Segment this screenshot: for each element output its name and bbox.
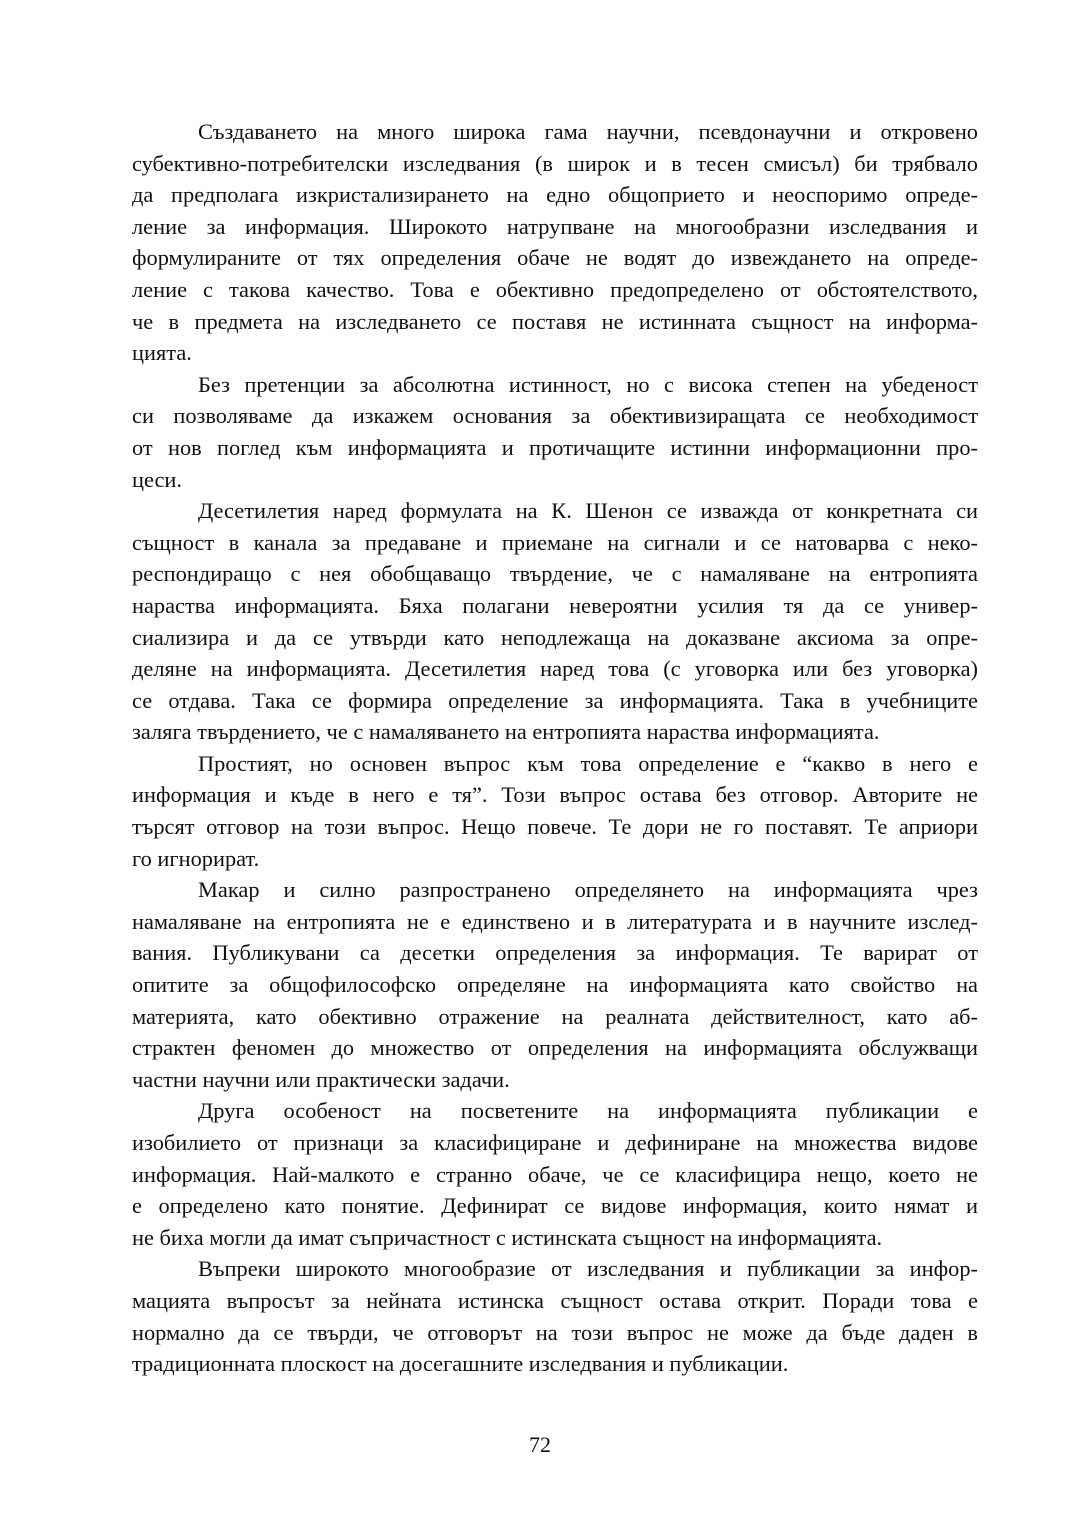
text-line: формулираните от тях определения обаче не водят до извеждането на опреде- bbox=[132, 245, 978, 271]
paragraph bbox=[132, 748, 978, 874]
text-line: цията. bbox=[132, 340, 192, 366]
text-line: Простият, но основен въпрос към това определение е “какво в него е bbox=[198, 750, 978, 776]
text-line: от нов поглед към информацията и протичащите истинни информационни про- bbox=[132, 434, 978, 460]
text-line: нараства информацията. Бяха полагани невероятни усилия тя да се универ- bbox=[132, 592, 978, 618]
text-line: се отдава. Така се формира определение за информацията. Така в учебниците bbox=[132, 687, 978, 713]
text-line: да предполага изкристализирането на едно общоприето и неоспоримо опреде- bbox=[132, 182, 978, 208]
text-line: заляга твърдението, че с намаляването на ентропията нараства информацията. bbox=[132, 719, 880, 745]
paragraph bbox=[132, 369, 978, 495]
text-line: изобилието от признаци за класифициране и дефиниране на множества видове bbox=[132, 1130, 978, 1155]
text-line: Макар и силно разпространено определянето на информацията чрез bbox=[198, 877, 978, 903]
text-line: Създаването на много широка гама научни, псевдонаучни и откровено bbox=[198, 119, 978, 144]
text-line: Десетилетия наред формулата на К. Шенон се изважда от конкретната си bbox=[198, 498, 978, 524]
paragraph bbox=[132, 1253, 978, 1379]
text-line: информация и къде в него е тя”. Този въпрос остава без отговор. Авторите не bbox=[132, 782, 978, 808]
text-line: информация. Най-малкото е странно обаче, че се класифицира нещо, което не bbox=[132, 1161, 978, 1187]
text-line: страктен феномен до множество от определения на информацията обслужващи bbox=[132, 1035, 978, 1061]
page-number: 72 bbox=[529, 1432, 551, 1457]
text-line: си позволяваме да изкажем основания за обективизиращата се необходимост bbox=[132, 403, 978, 429]
text-line: мацията въпросът за нейната истинска същност остава открит. Поради това е bbox=[132, 1287, 978, 1313]
text-line: намаляване на ентропията не е единствено и в литературата и в научните изслед- bbox=[132, 908, 978, 934]
text-line: е определено като понятие. Дефинират се видове информация, които нямат и bbox=[132, 1193, 978, 1219]
text-line: частни научни или практически задачи. bbox=[132, 1066, 510, 1092]
text-line: вания. Публикувани са десетки определения за информация. Те варират от bbox=[132, 940, 978, 966]
text-line: че в предмета на изследването се поставя не истинната същност на информа- bbox=[132, 308, 978, 334]
text-line: Без претенции за абсолютна истинност, но с висока степен на убеденост bbox=[198, 371, 978, 397]
body-text bbox=[132, 116, 978, 1380]
text-line: материята, като обективно отражение на реалната действителност, като аб- bbox=[132, 1003, 978, 1029]
text-line: опитите за общофилософско определяне на информацията като свойство на bbox=[132, 972, 978, 998]
text-line: субективно-потребителски изследвания (в широк и в тесен смисъл) би трябвало bbox=[132, 150, 978, 176]
text-line: сиализира и да се утвърди като неподлежаща на доказване аксиома за опре- bbox=[132, 624, 978, 650]
text-line: Друга особеност на посветените на информацията публикации е bbox=[198, 1098, 978, 1124]
paragraph bbox=[132, 116, 978, 369]
text-line: цеси. bbox=[132, 466, 182, 492]
text-line: търсят отговор на този въпрос. Нещо повече. Те дори не го поставят. Те априори bbox=[132, 814, 978, 840]
paragraph bbox=[132, 495, 978, 748]
text-line: деляне на информацията. Десетилетия наред това (с уговорка или без уговорка) bbox=[132, 656, 978, 682]
paragraph bbox=[132, 1095, 978, 1253]
paragraph bbox=[132, 874, 978, 1095]
text-line: респондиращо с нея обобщаващо твърдение, че с намаляване на ентропията bbox=[132, 561, 978, 587]
text-line: ление за информация. Широкото натрупване на многообразни изследвания и bbox=[132, 213, 978, 239]
text-line: го игнорират. bbox=[132, 845, 260, 871]
text-line: традиционната плоскост на досегашните изследвания и публикации. bbox=[132, 1351, 789, 1377]
text-line: същност в канала за предаване и приемане на сигнали и се натоварва с неко- bbox=[132, 529, 978, 555]
text-line: не биха могли да имат съпричастност с истинската същност на информацията. bbox=[132, 1224, 883, 1250]
text-line: ление с такова качество. Това е обективно предопределено от обстоятелството, bbox=[132, 276, 978, 302]
text-line: нормално да се твърди, че отговорът на този въпрос не може да бъде даден в bbox=[132, 1319, 978, 1345]
text-line: Въпреки широкото многообразие от изследвания и публикации за инфор- bbox=[198, 1256, 978, 1282]
